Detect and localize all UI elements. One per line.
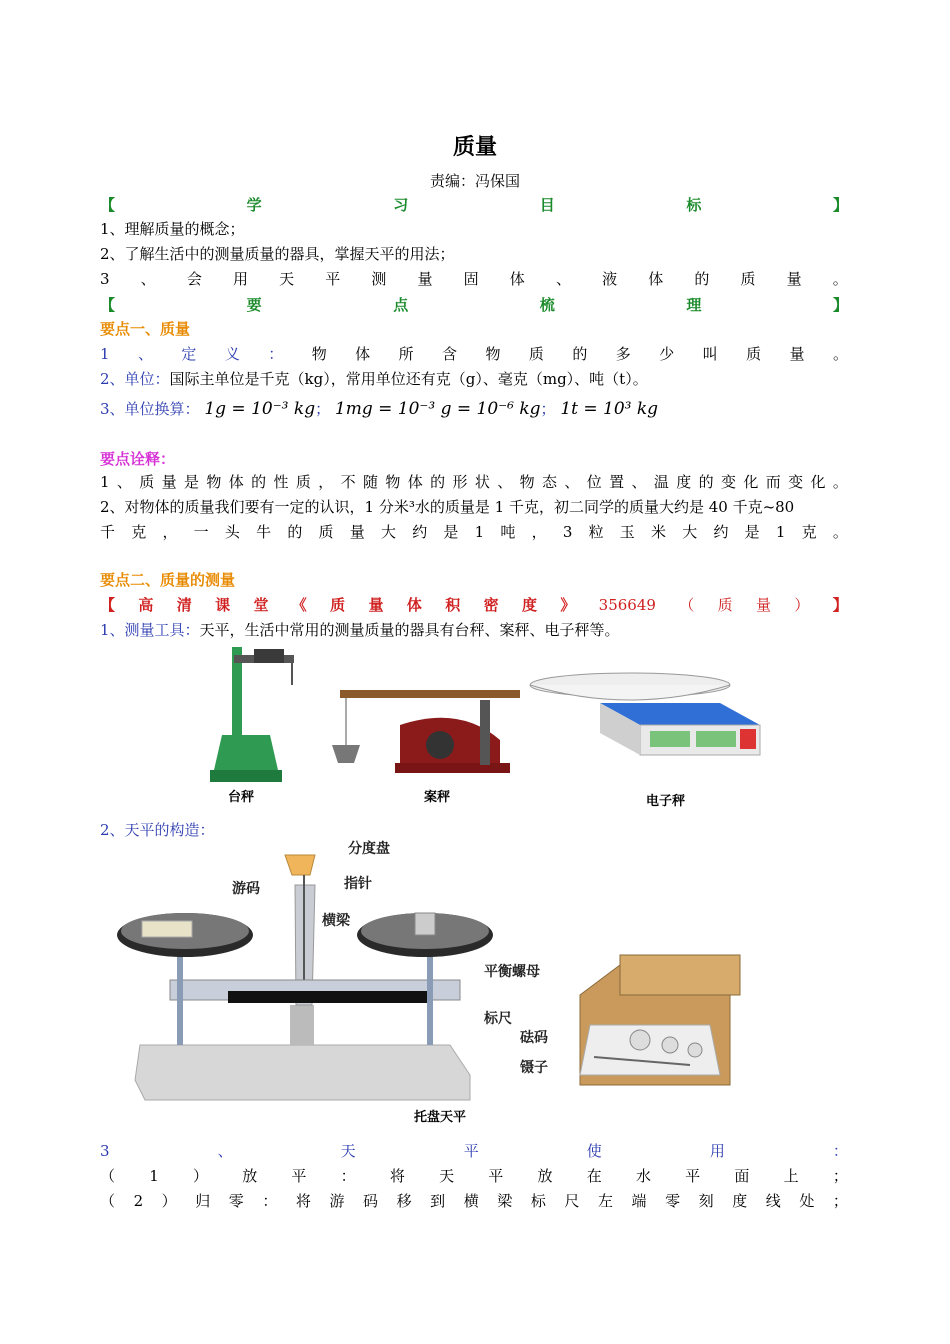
- token: 度: [732, 1192, 748, 1210]
- points-heading: [100, 294, 848, 316]
- tools-line: [100, 619, 848, 641]
- callout-dial: 分度盘: [348, 841, 390, 857]
- token: 物: [519, 473, 535, 491]
- token: 学: [246, 196, 262, 214]
- token: 标: [686, 196, 702, 214]
- token: 放: [242, 1167, 258, 1185]
- token: 性: [273, 473, 289, 491]
- token: 2: [133, 1192, 144, 1210]
- token: 体: [355, 345, 371, 363]
- token: 形: [452, 473, 468, 491]
- callout-tweezers: 镊子: [520, 1060, 548, 1076]
- token: 、: [217, 1142, 233, 1160]
- token: 约: [713, 523, 729, 541]
- token: 1: [100, 473, 110, 491]
- token: 课: [215, 596, 231, 614]
- token: 平: [685, 1167, 701, 1185]
- token: 化: [743, 473, 759, 491]
- token: 质: [330, 596, 346, 614]
- token: 变: [788, 473, 804, 491]
- goal-2: 2、了解生活中的测量质量的器具，掌握天平的用法；: [100, 245, 455, 263]
- token: 天: [279, 270, 295, 288]
- token: 在: [586, 1167, 602, 1185]
- callout-rider: 游码: [232, 881, 260, 897]
- token: 是: [443, 523, 459, 541]
- goals-heading: [100, 194, 848, 216]
- token: ，: [318, 473, 334, 491]
- token: 液: [602, 270, 618, 288]
- token: ）: [192, 1167, 208, 1185]
- conversion-sep-1: ；: [315, 400, 331, 418]
- token: 、: [555, 270, 571, 288]
- token: 量: [368, 596, 384, 614]
- token: 随: [363, 473, 379, 491]
- token: 1: [149, 1167, 159, 1185]
- token: 天: [340, 1142, 356, 1160]
- token: 刻: [698, 1192, 714, 1210]
- token: 温: [653, 473, 669, 491]
- structure-line: [100, 819, 848, 841]
- token: ：: [262, 1192, 278, 1210]
- token: 量: [789, 345, 805, 363]
- explain-1: [100, 471, 848, 493]
- token: 1: [474, 523, 485, 541]
- token: 大: [380, 523, 396, 541]
- token: 约: [412, 523, 428, 541]
- token: 、: [631, 473, 647, 491]
- token: 含: [442, 345, 458, 363]
- balance-figure: [110, 845, 750, 1105]
- token: 玉: [619, 523, 635, 541]
- token: 的: [698, 473, 714, 491]
- callout-ruler: 标尺: [484, 1011, 512, 1027]
- token: 体: [228, 473, 244, 491]
- token: 的: [430, 473, 446, 491]
- token: 3: [100, 270, 110, 288]
- token: （: [100, 1167, 116, 1185]
- token: 米: [651, 523, 667, 541]
- token: ，: [531, 523, 547, 541]
- token: 目: [539, 196, 555, 214]
- token: 吨: [500, 523, 516, 541]
- token: 粒: [588, 523, 604, 541]
- callout-pointer: 指针: [344, 876, 372, 892]
- token: ：: [340, 1167, 356, 1185]
- token: 、: [564, 473, 580, 491]
- token: 使: [586, 1142, 602, 1160]
- token: 、: [497, 473, 513, 491]
- token: 固: [463, 270, 479, 288]
- callout-beam: 横梁: [322, 913, 350, 929]
- conversion-sep-2: ；: [540, 400, 556, 418]
- conversion-label: 3、单位换算：: [100, 400, 200, 418]
- token: 量: [756, 596, 772, 614]
- token: 不: [340, 473, 356, 491]
- section-2-title: 要点二、质量的测量: [100, 571, 236, 589]
- token: 线: [765, 1192, 781, 1210]
- unit-text: 国际主单位是千克（kg），常用单位还有克（g）、毫克（mg）、吨（t）。: [169, 370, 648, 388]
- token: 平: [488, 1167, 504, 1185]
- token: 体: [648, 270, 664, 288]
- token: 。: [832, 345, 848, 363]
- token: 】: [832, 196, 848, 214]
- token: 少: [659, 345, 675, 363]
- token: 水: [635, 1167, 651, 1185]
- token: 量: [417, 270, 433, 288]
- token: 头: [224, 523, 240, 541]
- token: 】: [832, 296, 848, 314]
- scale-name-counter: 案秤: [424, 790, 451, 805]
- token: 端: [631, 1192, 647, 1210]
- token: 量: [786, 270, 802, 288]
- token: 量: [349, 523, 365, 541]
- token: 质: [528, 345, 544, 363]
- unit-line: [100, 368, 848, 390]
- token: 的: [251, 473, 267, 491]
- token: 《: [291, 596, 307, 614]
- token: ：: [832, 1142, 848, 1160]
- token: 状: [474, 473, 490, 491]
- token: 用: [232, 270, 248, 288]
- token: 、: [140, 270, 156, 288]
- usage-line: [100, 1140, 848, 1162]
- token: 清: [176, 596, 192, 614]
- token: 化: [810, 473, 826, 491]
- callout-weights: 砝码: [520, 1030, 548, 1046]
- token: 平: [463, 1142, 479, 1160]
- conversion-eq-1: 1g = 10⁻³ kg: [204, 399, 316, 419]
- token: 习: [393, 196, 409, 214]
- token: 会: [186, 270, 202, 288]
- token: 质: [717, 596, 733, 614]
- token: 上: [783, 1167, 799, 1185]
- token: 要: [246, 296, 262, 314]
- token: 。: [832, 523, 848, 541]
- token: 千: [100, 523, 116, 541]
- token: 度: [521, 596, 537, 614]
- electronic-scale-image: [600, 703, 760, 755]
- tools-label: 1、测量工具：: [100, 621, 200, 639]
- token: 克: [801, 523, 817, 541]
- token: 点: [393, 296, 409, 314]
- token: 356649: [598, 596, 656, 614]
- token: 度: [676, 473, 692, 491]
- token: 1: [775, 523, 786, 541]
- token: 梁: [497, 1192, 513, 1210]
- token: 用: [709, 1142, 725, 1160]
- course-tag[interactable]: [100, 594, 848, 616]
- callout-nut: 平衡螺母: [484, 964, 540, 980]
- token: ）: [161, 1192, 177, 1210]
- token: 移: [396, 1192, 412, 1210]
- token: 高: [138, 596, 154, 614]
- weights-box-image: [580, 955, 740, 1085]
- token: 牛: [256, 523, 272, 541]
- token: 天: [439, 1167, 455, 1185]
- token: 质: [295, 473, 311, 491]
- token: 置: [609, 473, 625, 491]
- token: ，: [162, 523, 178, 541]
- token: 、: [116, 473, 132, 491]
- token: 左: [597, 1192, 613, 1210]
- token: 【: [100, 596, 116, 614]
- token: 大: [682, 523, 698, 541]
- token: ：: [268, 345, 284, 363]
- token: 质: [740, 270, 756, 288]
- token: 的: [572, 345, 588, 363]
- token: 零: [228, 1192, 244, 1210]
- explain-title: 要点诠释：: [100, 450, 176, 468]
- token: 》: [560, 596, 576, 614]
- token: 质: [318, 523, 334, 541]
- token: （: [679, 596, 695, 614]
- token: 物: [311, 345, 327, 363]
- token: 归: [195, 1192, 211, 1210]
- definition-line: [100, 343, 848, 365]
- token: 克: [131, 523, 147, 541]
- token: 、: [137, 345, 153, 363]
- tools-text: 天平，生活中常用的测量质量的器具有台秤、案秤、电子秤等。: [199, 621, 620, 639]
- token: 面: [734, 1167, 750, 1185]
- section-1-title: 要点一、质量: [100, 320, 191, 338]
- token: 】: [832, 596, 848, 614]
- token: 梳: [539, 296, 555, 314]
- token: 游: [329, 1192, 345, 1210]
- platform-scale-image: [210, 647, 294, 782]
- token: 到: [430, 1192, 446, 1210]
- token: 多: [615, 345, 631, 363]
- token: 而: [765, 473, 781, 491]
- token: 平: [291, 1167, 307, 1185]
- token: 积: [445, 596, 461, 614]
- token: 物: [485, 345, 501, 363]
- token: 变: [721, 473, 737, 491]
- token: 叫: [702, 345, 718, 363]
- token: 1: [100, 345, 110, 363]
- token: ；: [832, 1167, 848, 1185]
- token: 所: [398, 345, 414, 363]
- step-1: [100, 1165, 848, 1187]
- token: 质: [139, 473, 155, 491]
- token: 3: [562, 523, 573, 541]
- conversion-line: [100, 396, 848, 422]
- explain-2-cont: [100, 521, 848, 543]
- token: 尺: [564, 1192, 580, 1210]
- token: 位: [586, 473, 602, 491]
- token: 处: [799, 1192, 815, 1210]
- unit-label: 2、单位：: [100, 370, 170, 388]
- token: 。: [832, 270, 848, 288]
- token: 堂: [253, 596, 269, 614]
- token: （: [100, 1192, 116, 1210]
- explain-2: 2、对物体的质量我们要有一定的认识，1 分米³水的质量是 1 千克，初二同学的质量大约是 40 千克~80: [100, 498, 795, 516]
- conversion-eq-2: 1mg = 10⁻³ g = 10⁻⁶ kg: [334, 399, 541, 419]
- token: 【: [100, 196, 116, 214]
- token: ）: [794, 596, 810, 614]
- scale-name-platform: 台秤: [228, 790, 255, 805]
- token: 标: [530, 1192, 546, 1210]
- page-title: 质量: [452, 135, 497, 160]
- scale-name-electronic: 电子秤: [646, 794, 686, 809]
- token: 物: [206, 473, 222, 491]
- token: 一: [193, 523, 209, 541]
- goal-1: 1、理解质量的概念；: [100, 220, 245, 238]
- token: 物: [385, 473, 401, 491]
- balance-caption: 托盘天平: [414, 1110, 467, 1125]
- token: 体: [407, 473, 423, 491]
- token: 放: [537, 1167, 553, 1185]
- balance-image: [117, 855, 493, 1100]
- token: 零: [665, 1192, 681, 1210]
- token: 。: [832, 473, 848, 491]
- goal-3: [100, 268, 848, 290]
- editor-line: 责编：冯保国: [429, 172, 520, 190]
- token: 【: [100, 296, 116, 314]
- structure-label: 2、天平的构造：: [100, 821, 215, 839]
- token: 3: [100, 1142, 110, 1160]
- token: 的: [287, 523, 303, 541]
- token: 是: [184, 473, 200, 491]
- token: 体: [509, 270, 525, 288]
- token: 的: [694, 270, 710, 288]
- token: 义: [224, 345, 240, 363]
- token: 测: [371, 270, 387, 288]
- token: 定: [181, 345, 197, 363]
- token: 态: [542, 473, 558, 491]
- token: 体: [406, 596, 422, 614]
- conversion-eq-3: 1t = 10³ kg: [560, 399, 659, 419]
- token: 是: [744, 523, 760, 541]
- token: 横: [463, 1192, 479, 1210]
- token: 将: [389, 1167, 405, 1185]
- token: 质: [746, 345, 762, 363]
- token: ；: [832, 1192, 848, 1210]
- token: 平: [325, 270, 341, 288]
- token: 码: [363, 1192, 379, 1210]
- token: 理: [686, 296, 702, 314]
- step-2: [100, 1190, 848, 1212]
- token: 密: [483, 596, 499, 614]
- token: 将: [295, 1192, 311, 1210]
- token: 量: [161, 473, 177, 491]
